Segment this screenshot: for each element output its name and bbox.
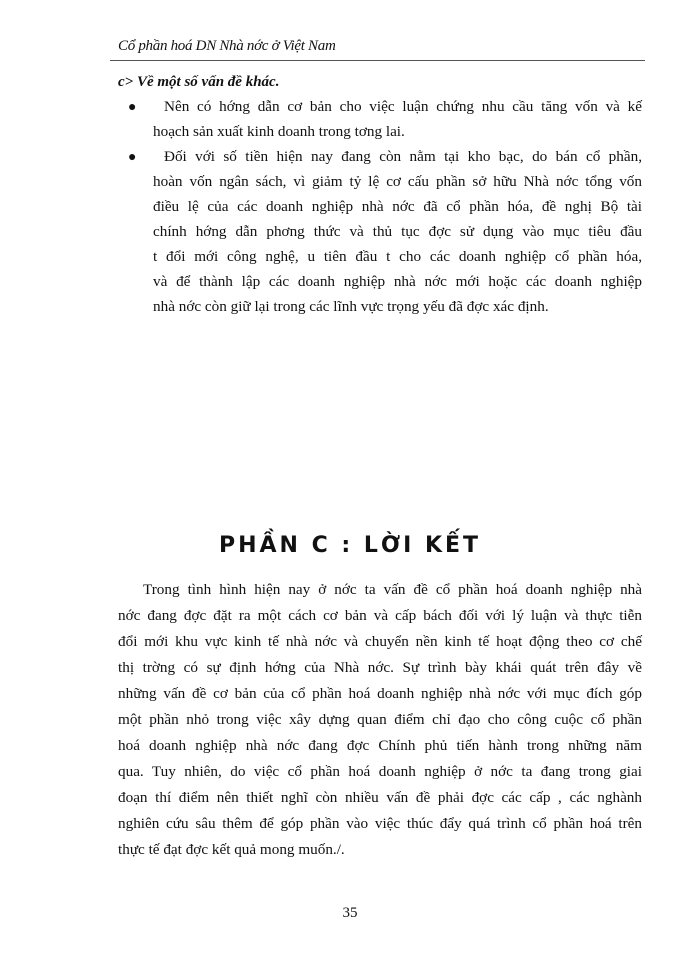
section-subheading: c> Về một số vấn đề khác. xyxy=(118,74,280,90)
bullet-icon: ● xyxy=(128,100,137,115)
paragraph-line: những vấn đề cơ bản của cổ phần hoá doanh nghiệp nhà nớc với mục đích góp xyxy=(118,685,642,702)
bullet-icon: ● xyxy=(128,150,137,165)
bullet-2-line-2: hoàn vốn ngân sách, vì giảm tỷ lệ cơ cấu phần sở hữu Nhà nớc tổng vốn xyxy=(153,173,642,190)
bullet-2-line-5: t đổi mới công nghệ, u tiên đầu t cho các doanh nghiệp cổ phần hóa, xyxy=(153,248,642,265)
header-divider xyxy=(110,60,645,61)
running-header: Cổ phần hoá DN Nhà nớc ở Việt Nam xyxy=(118,38,336,54)
bullet-1-line-1: Nên có hớng dẫn cơ bản cho việc luận chứng nhu cầu tăng vốn và kế xyxy=(164,98,642,115)
paragraph-line: đoạn thí điểm nên thiết nghĩ còn nhiều vấn đề phải đợc các cấp , các nghành xyxy=(118,789,642,806)
bullet-2-line-3: điều lệ của các doanh nghiệp nhà nớc đã cổ phần hóa, đề nghị Bộ tài xyxy=(153,198,642,215)
bullet-2-line-6: và để thành lập các doanh nghiệp nhà nớc mới hoặc các doanh nghiệp xyxy=(153,273,642,290)
paragraph-line: nớc đang đợc đặt ra một cách cơ bản và cấp bách đối với lý luận và thực tiễn xyxy=(118,607,642,624)
paragraph-line: nghiên cứu sâu thêm để góp phần vào việc thúc đẩy quá trình cổ phần hoá trên xyxy=(118,815,642,832)
conclusion-title: PHẦN C : LỜI KẾT xyxy=(218,533,482,558)
bullet-1-line-2: hoạch sản xuất kinh doanh trong tơng lai. xyxy=(153,123,405,140)
page-number: 35 xyxy=(342,905,358,921)
paragraph-line: thực tế đạt đợc kết quả mong muốn./. xyxy=(118,841,345,858)
bullet-2-line-7: nhà nớc còn giữ lại trong các lĩnh vực trọng yếu đã đợc xác định. xyxy=(153,298,549,315)
paragraph-line: hoá doanh nghiệp nhà nớc đang đợc Chính phủ tiến hành trong những năm xyxy=(118,737,642,754)
paragraph-line: một phần nhỏ trong việc xây dựng quan điểm chỉ đạo cho công cuộc cổ phần xyxy=(118,711,642,728)
paragraph-line: thị trờng có sự định hớng của Nhà nớc. Sự trình bày khái quát trên đây về xyxy=(118,659,642,676)
bullet-2-line-1: Đối với số tiền hiện nay đang còn nằm tại kho bạc, do bán cổ phần, xyxy=(164,148,642,165)
bullet-2-line-4: chính hớng dẫn phơng thức và thủ tục đợc sử dụng vào mục tiêu đầu xyxy=(153,223,642,240)
paragraph-line: qua. Tuy nhiên, do việc cổ phần hoá doanh nghiệp ở nớc ta đang trong giai xyxy=(118,763,642,780)
paragraph-line: Trong tình hình hiện nay ở nớc ta vấn đề cổ phần hoá doanh nghiệp nhà xyxy=(143,581,642,598)
paragraph-line: đổi mới khu vực kinh tế nhà nớc và chuyển nền kinh tế hoạt động theo cơ chế xyxy=(118,633,642,650)
